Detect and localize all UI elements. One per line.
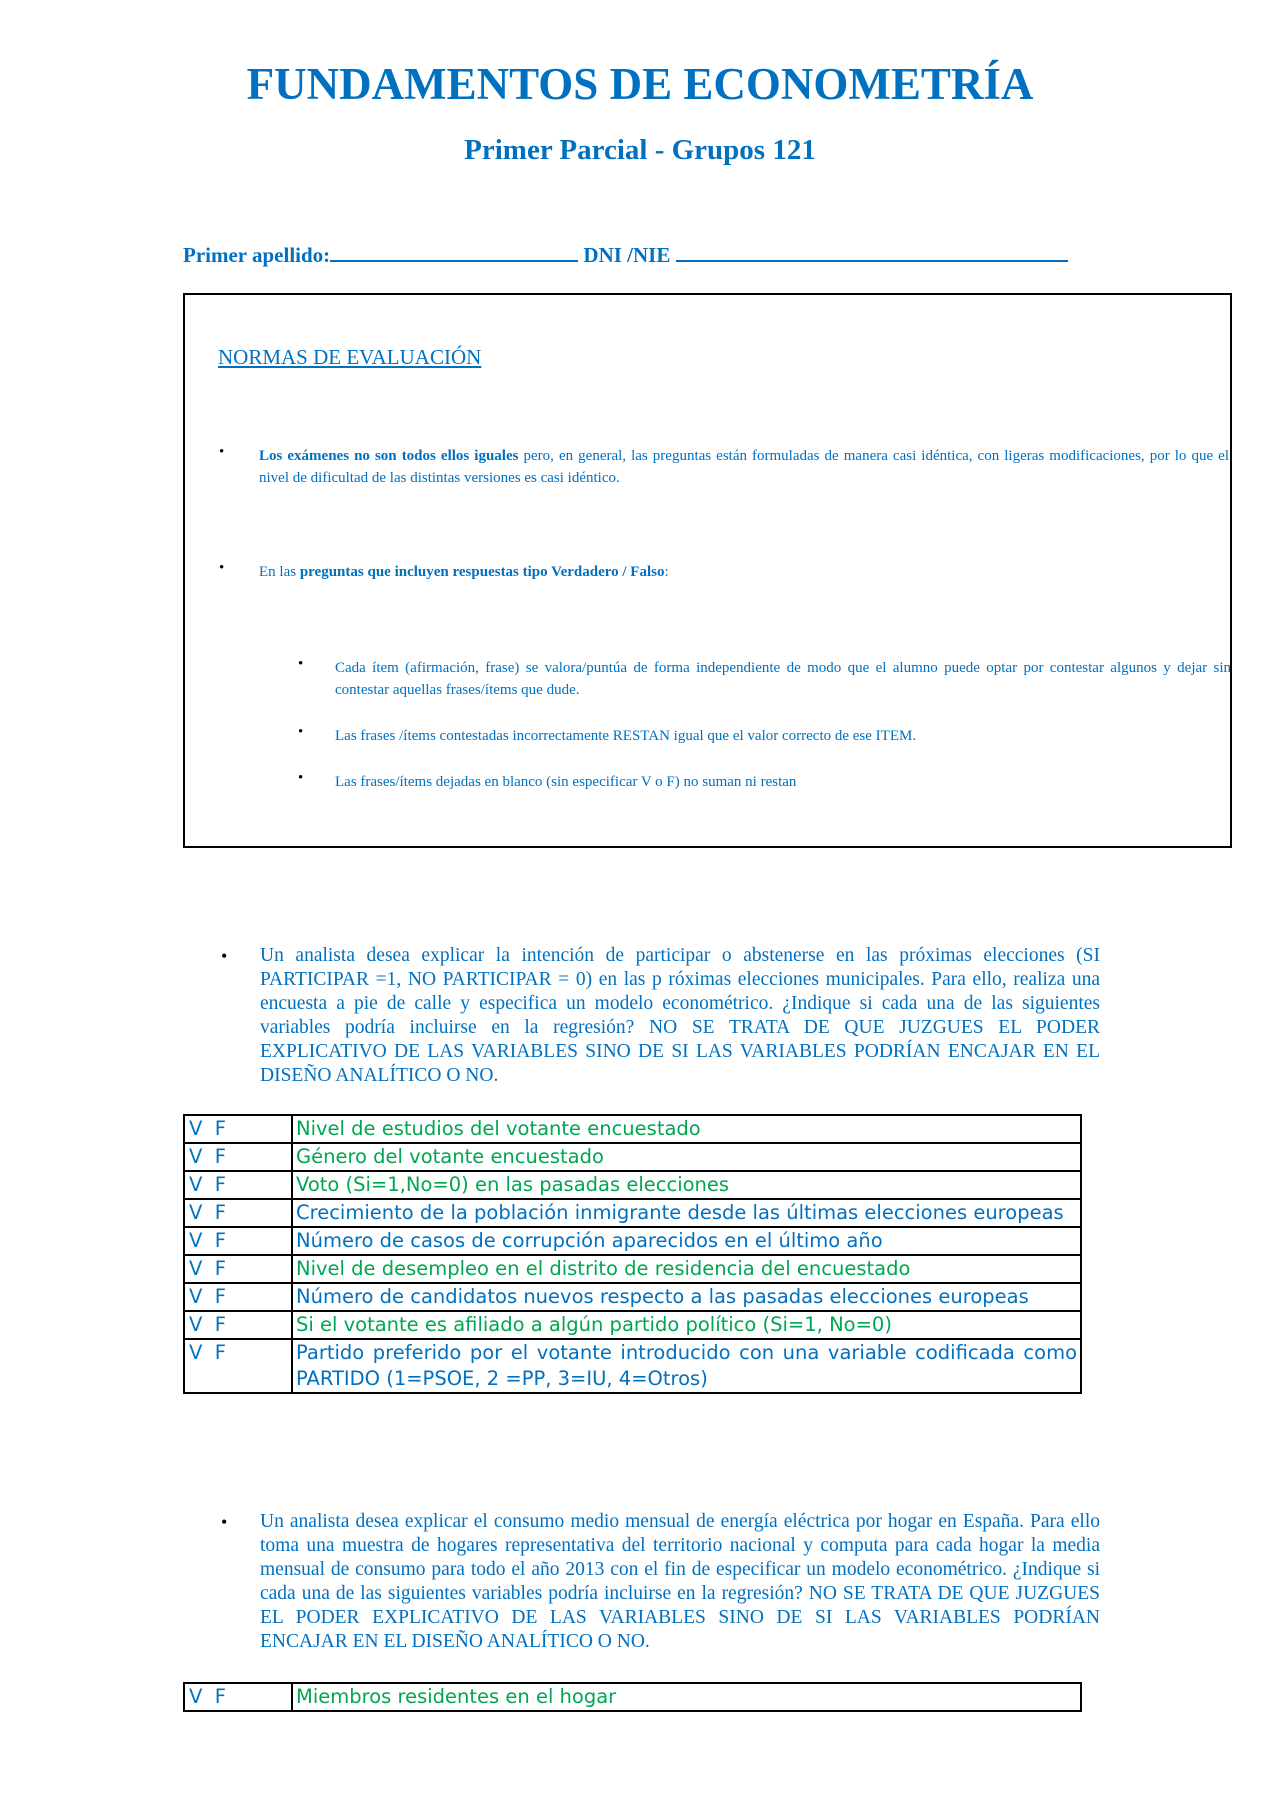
bullet-icon: • [219,444,225,460]
table-row [184,1339,1081,1393]
table-row [184,1683,1081,1711]
table-row [184,1227,1081,1255]
statement-cell: Género del votante encuestado [292,1143,1081,1171]
vf-answer-cell[interactable]: V F [184,1311,292,1339]
bullet-icon: • [221,946,228,966]
normas-bullet-1-text: pero, en general, las preguntas están formuladas de manera casi idéntica, con ligeras modificaciones, por lo que el nivel de dificultad de las distintas versiones es casi idéntico. [259,448,1229,486]
page-subtitle: Primer Parcial - Grupos 121 [464,134,816,166]
statement-cell: Crecimiento de la población inmigrante desde las últimas elecciones europeas [292,1199,1081,1227]
question-2-table [183,1682,1082,1712]
statement-cell: Nivel de estudios del votante encuestado [292,1115,1081,1143]
vf-answer-cell[interactable]: V F [184,1227,292,1255]
question-2-text: Un analista desea explicar el consumo medio mensual de energía eléctrica por hogar en España. Para ello toma una muestra de hogares representativa del territorio nacional y computa para cada hogar la media mensual de consumo para todo el año 2013 con el fin de especificar un modelo econométrico. ¿Indique si cada una de las siguientes variables podría incluirse en la regresión? NO SE TRATA DE QUE JUZGUES EL PODER EXPLICATIVO DE LAS VARIABLES SINO DE SI LAS VARIABLES PODRÍAN ENCAJAR EN EL DISEÑO ANALÍTICO O NO. [260,1511,1100,1652]
bullet-icon: • [219,560,225,576]
normas-sub-bullet-2 [298,724,1231,747]
statement-cell: Miembros residentes en el hogar [292,1683,1081,1711]
table-row [184,1143,1081,1171]
table-row [184,1283,1081,1311]
vf-answer-cell[interactable]: V F [184,1143,292,1171]
bullet-icon: • [298,724,304,740]
normas-sub-bullet-3-text: Las frases/ítems dejadas en blanco (sin especificar V o F) no suman ni restan [335,774,797,790]
statement-cell: Número de casos de corrupción aparecidos en el último año [292,1227,1081,1255]
bullet-icon: • [298,656,304,672]
table-row [184,1171,1081,1199]
question-1-table [183,1114,1082,1394]
vf-answer-cell[interactable]: V F [184,1199,292,1227]
table-row [184,1255,1081,1283]
normas-sub-bullet-1 [298,656,1231,701]
vf-answer-cell[interactable]: V F [184,1339,292,1393]
normas-bullet-1 [219,444,1229,489]
normas-bullet-2-pre: En las [259,564,300,580]
statement-cell: Si el votante es afiliado a algún partido político (Si=1, No=0) [292,1311,1081,1339]
bullet-icon: • [298,770,304,786]
normas-sub-bullet-2-text: Las frases /ítems contestadas incorrectamente RESTAN igual que el valor correcto de ese ITEM. [335,728,917,744]
student-id-line [183,240,1068,268]
statement-cell: Nivel de desempleo en el distrito de residencia del encuestado [292,1255,1081,1283]
surname-blank [330,240,578,262]
surname-label: Primer apellido: [183,243,331,267]
table-row [184,1199,1081,1227]
table-row [184,1115,1081,1143]
dni-label: DNI /NIE [583,243,671,267]
normas-bullet-1-bold: Los exámenes no son todos ellos iguales [259,448,519,464]
vf-answer-cell[interactable]: V F [184,1115,292,1143]
normas-bullet-2 [219,560,1229,583]
vf-answer-cell[interactable]: V F [184,1171,292,1199]
statement-cell: Partido preferido por el votante introducido con una variable codificada como PARTIDO (1=PSOE, 2 =PP, 3=IU, 4=Otros) [292,1339,1081,1393]
page-title: FUNDAMENTOS DE ECONOMETRÍA [246,59,1034,109]
vf-answer-cell[interactable]: V F [184,1683,292,1711]
bullet-icon: • [221,1512,228,1532]
dni-blank [676,240,1068,262]
normas-bullet-2-post: : [664,564,669,580]
statement-cell: Número de candidatos nuevos respecto a las pasadas elecciones europeas [292,1283,1081,1311]
statement-cell: Voto (Si=1,No=0) en las pasadas elecciones [292,1171,1081,1199]
question-1-text: Un analista desea explicar la intención de participar o abstenerse en las próximas elecciones (SI PARTICIPAR =1, NO PARTICIPAR = 0) en las p róximas elecciones municipales. Para ello, realiza una encuesta a pie de calle y especifica un modelo econométrico. ¿Indique si cada una de las siguientes variables podría incluirse en la regresión? NO SE TRATA DE QUE JUZGUES EL PODER EXPLICATIVO DE LAS VARIABLES SINO DE SI LAS VARIABLES PODRÍAN ENCAJAR EN EL DISEÑO ANALÍTICO O NO. [260,945,1100,1086]
vf-answer-cell[interactable]: V F [184,1283,292,1311]
normas-sub-bullet-1-text: Cada ítem (afirmación, frase) se valora/puntúa de forma independiente de modo que el alumno puede optar por contestar algunos y dejar sin contestar aquellas frases/ítems que dude. [335,660,1231,698]
normas-bullet-2-bold: preguntas que incluyen respuestas tipo Verdadero / Falso [299,564,665,580]
normas-box [183,293,1232,848]
table-row [184,1311,1081,1339]
vf-answer-cell[interactable]: V F [184,1255,292,1283]
normas-title: NORMAS DE EVALUACIÓN [218,345,482,369]
normas-sub-bullet-3 [298,770,1231,793]
